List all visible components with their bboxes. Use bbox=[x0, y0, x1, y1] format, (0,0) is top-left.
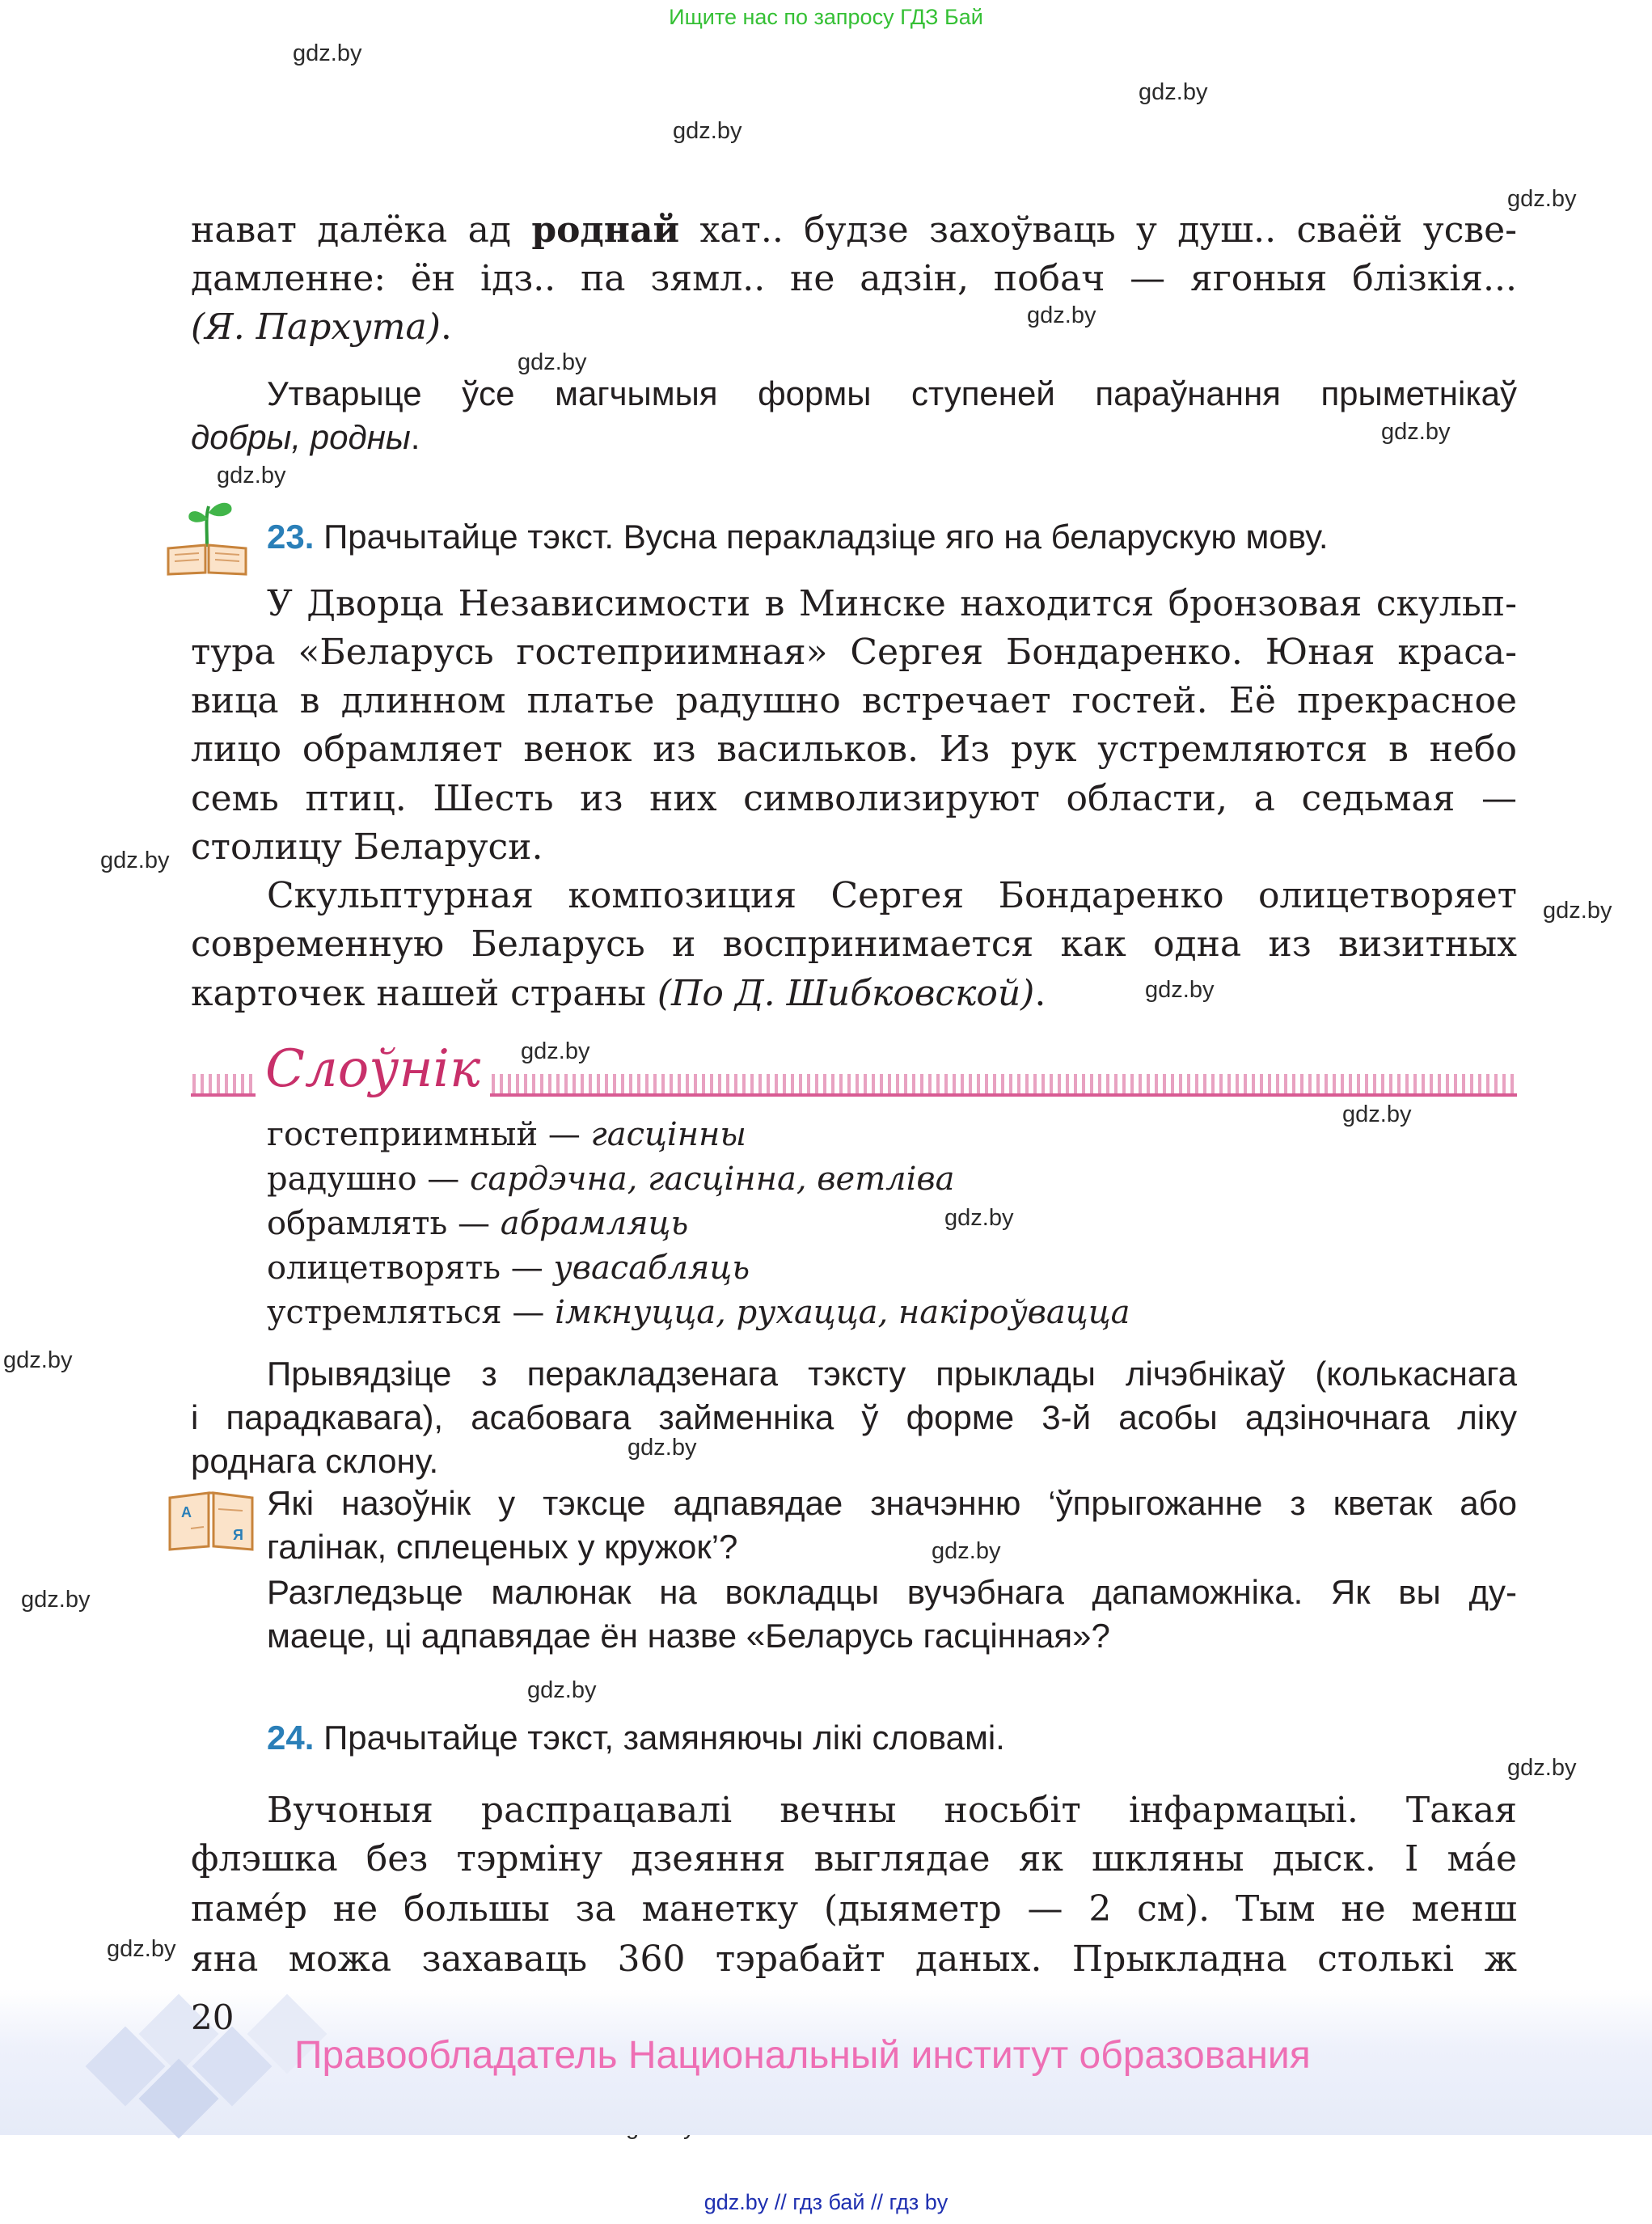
watermark: gdz.by bbox=[107, 1936, 176, 1962]
watermark: gdz.by bbox=[627, 1435, 697, 1461]
text-line: тура «Беларусь гостеприимная» Сергея Бондаренко. Юная краса- bbox=[191, 632, 1517, 673]
top-banner[interactable]: Ищите нас по запросу ГДЗ Бай bbox=[669, 5, 983, 29]
watermark: gdz.by bbox=[1139, 79, 1208, 105]
task-text: роднага склону. bbox=[191, 1442, 439, 1480]
text-line: флэшка без тэрміну дзеяння выглядае як шкляны дыск. І ма́е bbox=[191, 1838, 1517, 1879]
task-text: Які назоўнік у тэксце адпавядае значэнню ‘ўпрыгожанне з кветак або bbox=[267, 1484, 1517, 1522]
svg-text:А: А bbox=[181, 1504, 192, 1520]
watermark: gdz.by bbox=[1381, 419, 1451, 445]
watermark: gdz.by bbox=[1543, 898, 1612, 924]
text-line: паме́р не большы за манетку (дыяметр — 2 см). Тым не менш bbox=[191, 1888, 1517, 1930]
glossary-entry: обрамлять — абрамляць bbox=[267, 1205, 689, 1242]
task-text: добры, родны. bbox=[191, 418, 420, 456]
watermark: gdz.by bbox=[293, 40, 362, 66]
task-text: галінак, сплеценых у кружок’? bbox=[267, 1528, 738, 1566]
watermark: gdz.by bbox=[1145, 977, 1215, 1003]
task-text: маеце, ці адпавядае ён назве «Беларусь гасцінная»? bbox=[267, 1617, 1110, 1655]
watermark: gdz.by bbox=[100, 848, 170, 873]
text-line: У Дворца Независимости в Минске находится бронзовая скульп- bbox=[267, 583, 1517, 624]
watermark: gdz.by bbox=[527, 1677, 597, 1703]
text-line: современную Беларусь и воспринимается как одна из визитных bbox=[191, 924, 1517, 965]
task-text: і парадкавага), асабовага займенніка ў форме 3-й асобы адзіночнага ліку bbox=[191, 1398, 1517, 1436]
exercise-23-header: 23. Прачытайце тэкст. Вусна перакладзіце яго на беларускую мову. bbox=[267, 518, 1329, 556]
watermark: gdz.by bbox=[21, 1587, 91, 1613]
text-line: столицу Беларуси. bbox=[191, 827, 543, 868]
watermark: gdz.by bbox=[521, 1038, 590, 1064]
exercise-number: 24. bbox=[267, 1719, 315, 1757]
bottom-links[interactable]: gdz.by // гдз бай // гдз by bbox=[703, 2190, 949, 2214]
watermark: gdz.by bbox=[1027, 302, 1096, 328]
text-line: нават далёка ад роднай хат.. будзе захоўваць у душ.. сваёй усве- bbox=[191, 209, 1518, 251]
watermark: gdz.by bbox=[1507, 186, 1577, 212]
watermark: gdz.by bbox=[944, 1205, 1014, 1231]
task-text: Прывядзіце з перакладзенага тэксту прыклады лічэбнікаў (колькаснага bbox=[267, 1355, 1517, 1393]
text-line: дамленне: ён ідз.. па зямл.. не адзін, побач — ягоныя блізкія... bbox=[191, 258, 1517, 299]
task-text: Разгледзьце малюнак на вокладцы вучэбнага дапаможніка. Як вы ду- bbox=[267, 1573, 1517, 1611]
svg-text:Я: Я bbox=[233, 1527, 243, 1543]
text-line: Вучоныя распрацавалі вечны носьбіт інфармацыі. Такая bbox=[267, 1790, 1517, 1831]
watermark: gdz.by bbox=[932, 1538, 1001, 1564]
text-line: яна можа захаваць 360 тэрабайт даных. Прыкладна столькі ж bbox=[191, 1939, 1517, 1980]
watermark: gdz.by bbox=[217, 463, 286, 488]
text-line: семь птиц. Шесть из них символизируют области, а седьмая — bbox=[191, 778, 1517, 819]
glossary-entry: олицетворять — увасабляць bbox=[267, 1249, 750, 1287]
text-line: карточек нашей страны (По Д. Шибковской). bbox=[191, 973, 1046, 1014]
watermark: gdz.by bbox=[1342, 1101, 1412, 1127]
watermark: gdz.by bbox=[518, 349, 587, 375]
glossary-entry: устремляться — імкнуцца, рухацца, накіроўвацца bbox=[267, 1294, 1130, 1331]
text-line: лицо обрамляет венок из васильков. Из рук устремляются в небо bbox=[191, 729, 1517, 770]
glossary-entry: радушно — сардэчна, гасцінна, ветліва bbox=[267, 1161, 955, 1198]
task-text: Утварыце ўсе магчымыя формы ступеней параўнання прыметнікаў bbox=[267, 374, 1517, 412]
watermark: gdz.by bbox=[3, 1347, 73, 1373]
text-line: Скульптурная композиция Сергея Бондаренко олицетворяет bbox=[267, 875, 1517, 916]
text-line: вица в длинном платье радушно встречает гостей. Её прекрасное bbox=[191, 680, 1517, 721]
text-line: (Я. Пархута). bbox=[191, 307, 452, 348]
exercise-24-header: 24. Прачытайце тэкст, замяняючы лікі словамі. bbox=[267, 1719, 1005, 1757]
exercise-number: 23. bbox=[267, 518, 315, 556]
open-book-sprout-icon bbox=[165, 495, 249, 576]
glossary-entry: гостеприимный — гасцінны bbox=[267, 1116, 746, 1153]
dictionary-book-icon bbox=[167, 1490, 256, 1551]
copyright-notice: Правообладатель Национальный институт образования bbox=[294, 2034, 1311, 2077]
page-number: 20 bbox=[191, 1998, 234, 2037]
glossary-title: Слоўнік bbox=[256, 1037, 490, 1101]
watermark: gdz.by bbox=[1507, 1755, 1577, 1781]
watermark: gdz.by bbox=[673, 118, 742, 144]
